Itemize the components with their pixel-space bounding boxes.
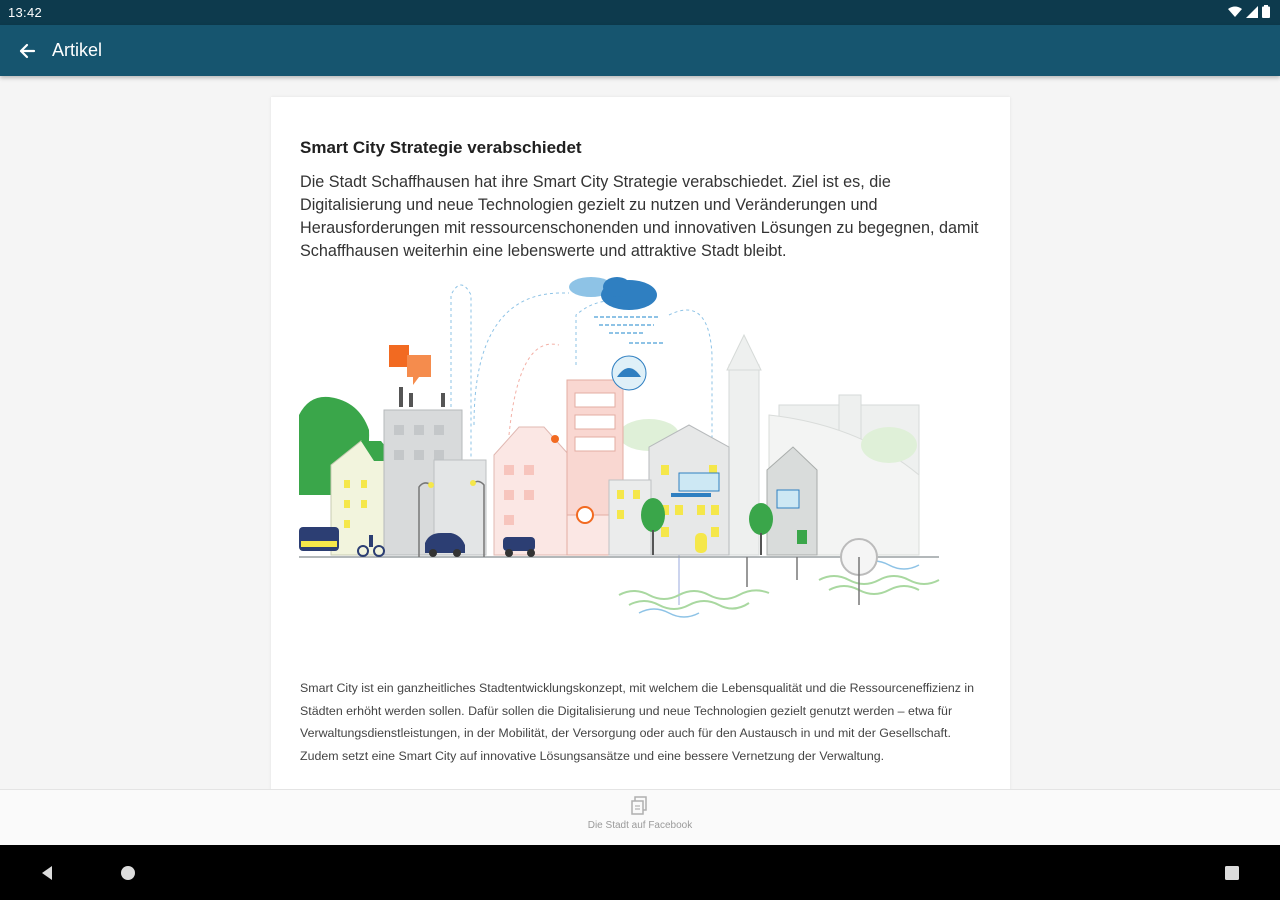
circle-home-icon [120,865,136,881]
square-recents-icon [1224,865,1240,881]
article-card [271,97,1010,789]
smart-city-illustration [299,275,949,623]
facebook-link[interactable] [560,796,720,842]
nav-back-button[interactable] [32,858,62,888]
article-lead: Die Stadt Schaffhausen hat ihre Smart City Strategie verabschiedet. Ziel ist es, die Digitalisierung und neue Technologien gezielt zu nutzen und Veränderungen und Herausforderungen mit ressourcenschonenden und innovativen Lösungen zu begegnen, damit Schaffhausen weiterhin eine lebenswerte und attraktive Stadt bleibt. [300,173,979,260]
article-body: Smart City ist ein ganzheitliches Stadtentwicklungskonzept, mit welchem die Lebensqualität und die Ressourceneffizienz in Städten erhöht werden sollen. Dafür sollen die Digitalisierung und neue Technologien gezielt genutzt werden – etwa für Verwaltungsdienstleistungen, in der Mobilität, der Versorgung oder auch für den Austausch in und mit der Gesellschaft. Zudem setzt eine Smart City auf innovative Lösungsansätze und eine bessere Vernetzung der Verwaltung. [300,681,975,763]
speech-bubble-icon [389,345,431,385]
back-button[interactable] [10,34,44,68]
article-scroll-area[interactable] [0,76,1280,789]
app-bar [0,25,1280,76]
robot-head-icon [612,356,646,390]
nav-recents-button[interactable] [1217,858,1247,888]
status-bar [0,0,1280,25]
cloud-icon [569,277,657,310]
signal-icon [1246,6,1258,18]
article-title: Smart City Strategie verabschiedet [300,138,582,157]
status-icons [1228,5,1270,18]
facebook-label: Die Stadt auf Facebook [587,820,693,831]
triangle-back-icon [39,865,55,881]
wifi-icon [1228,6,1242,18]
page-title: Artikel [52,40,103,60]
system-nav-bar [0,845,1280,900]
water-wheel-icon [841,539,877,605]
bottom-bar [0,789,1280,845]
status-time: 13:42 [8,5,43,20]
tram-icon [299,527,339,551]
arrow-left-icon [18,42,36,60]
facebook-page-icon [631,796,649,816]
nav-home-button[interactable] [113,858,143,888]
battery-icon [1262,5,1270,18]
